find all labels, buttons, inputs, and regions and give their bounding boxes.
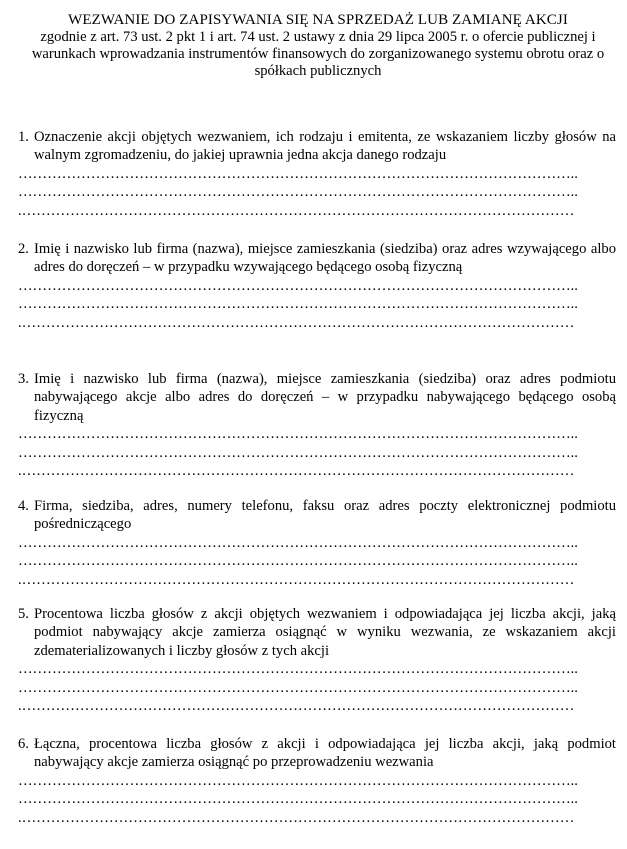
answer-line[interactable]: .……………………………………………………………………………………………………	[18, 571, 575, 588]
form-section-2	[18, 240, 616, 333]
section-number: 5.	[18, 606, 29, 622]
section-question	[18, 128, 616, 165]
answer-line[interactable]: .……………………………………………………………………………………………………	[18, 463, 575, 480]
section-number: 6.	[18, 736, 29, 752]
section-number: 4.	[18, 498, 29, 514]
section-question	[18, 370, 616, 425]
section-label: Procentowa liczba głosów z akcji objętych wezwaniem i odpowiadająca jej liczba akcji, jaką podmiot nabywający akcje zamierza osiągnąć w wyniku wezwania, ze wskazaniem akcji zdematerializowanych i liczby głosów z tych akcji	[34, 606, 616, 659]
answer-line[interactable]: ……………………………………………………………………………………………………..	[18, 772, 578, 789]
answer-line[interactable]: ……………………………………………………………………………………………………..	[18, 679, 578, 696]
answer-line[interactable]: ……………………………………………………………………………………………………..	[18, 553, 578, 570]
answer-line[interactable]: ……………………………………………………………………………………………………..	[18, 444, 578, 461]
section-question	[18, 497, 616, 534]
section-label: Oznaczenie akcji objętych wezwaniem, ich rodzaju i emitenta, ze wskazaniem liczby głosów na walnym zgromadzeniu, do jakiej uprawnia jedna akcja danego rodzaju	[34, 129, 616, 164]
answer-line[interactable]: ……………………………………………………………………………………………………..	[18, 660, 578, 677]
answer-line[interactable]: .……………………………………………………………………………………………………	[18, 698, 575, 715]
answer-line[interactable]: ……………………………………………………………………………………………………..	[18, 425, 578, 442]
form-title: WEZWANIE DO ZAPISYWANIA SIĘ NA SPRZEDAŻ LUB ZAMIANĘ AKCJI	[68, 12, 568, 28]
section-question	[18, 240, 616, 277]
form-header	[18, 12, 618, 80]
form-section-5	[18, 605, 616, 716]
answer-line[interactable]: ……………………………………………………………………………………………………..	[18, 534, 578, 551]
form-section-3	[18, 370, 616, 481]
answer-line[interactable]: ……………………………………………………………………………………………………..	[18, 296, 578, 313]
answer-line[interactable]: .……………………………………………………………………………………………………	[18, 314, 575, 331]
answer-line[interactable]: ……………………………………………………………………………………………………..	[18, 277, 578, 294]
section-number: 1.	[18, 129, 29, 145]
section-label: Łączna, procentowa liczba głosów z akcji i odpowiadająca jej liczba akcji, jaką podmiot nabywający akcje zamierza osiągnąć po przeprowadzeniu wezwania	[34, 736, 616, 771]
section-number: 3.	[18, 371, 29, 387]
form-legal-basis: zgodnie z art. 73 ust. 2 pkt 1 i art. 74 ust. 2 ustawy z dnia 29 lipca 2005 r. o ofercie publicznej i warunkach wprowadzania instrumentów finansowych do zorganizowanego systemu obrotu oraz o spółkach publicznych	[31, 29, 605, 79]
section-question	[18, 605, 616, 660]
section-label: Imię i nazwisko lub firma (nazwa), miejsce zamieszkania (siedziba) oraz adres wzywającego albo adres do doręczeń – w przypadku wzywającego będącego osobą fizyczną	[34, 241, 616, 276]
section-label: Imię i nazwisko lub firma (nazwa), miejsce zamieszkania (siedziba) oraz adres podmiotu nabywającego akcje albo adres do doręczeń – w przypadku nabywającego będącego osobą fizyczną	[34, 371, 616, 424]
section-question	[18, 735, 616, 772]
answer-line[interactable]: .……………………………………………………………………………………………………	[18, 809, 575, 826]
form-section-4	[18, 497, 616, 590]
answer-line[interactable]: ……………………………………………………………………………………………………..	[18, 791, 578, 808]
section-label: Firma, siedziba, adres, numery telefonu, faksu oraz adres poczty elektronicznej podmiotu pośredniczącego	[34, 498, 616, 533]
form-section-6	[18, 735, 616, 828]
section-number: 2.	[18, 241, 29, 257]
answer-line[interactable]: ……………………………………………………………………………………………………..	[18, 165, 578, 182]
answer-line[interactable]: .……………………………………………………………………………………………………	[18, 202, 575, 219]
answer-line[interactable]: ……………………………………………………………………………………………………..	[18, 184, 578, 201]
form-section-1	[18, 128, 616, 221]
